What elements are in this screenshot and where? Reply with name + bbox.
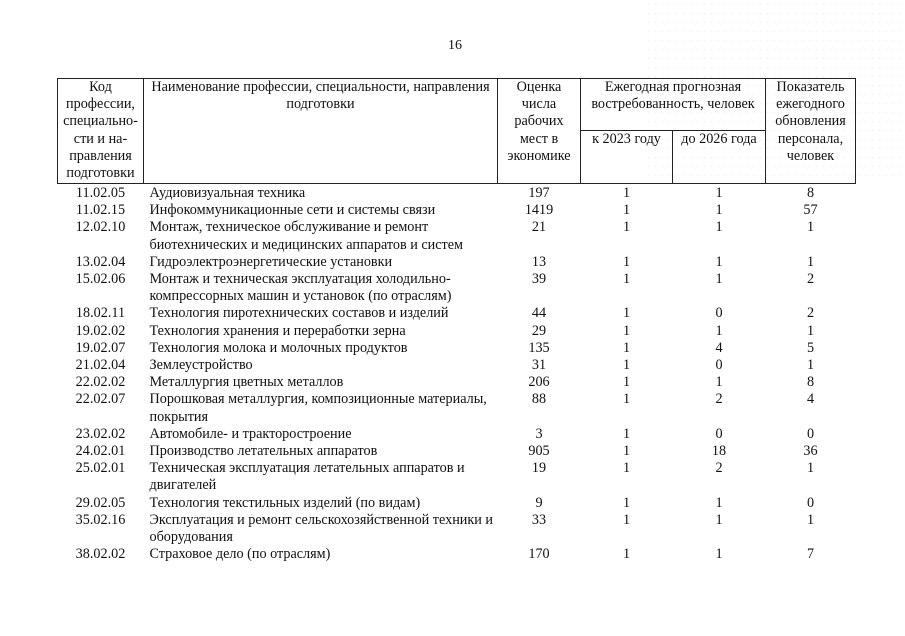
row-indicator: 1	[806, 460, 815, 477]
row-forecast-2023: 1	[622, 271, 631, 288]
row-code: 18.02.11	[75, 305, 126, 322]
row-forecast-2023: 1	[622, 219, 631, 236]
table-row	[58, 426, 856, 443]
row-name: Производство летательных аппаратов	[149, 443, 378, 460]
row-indicator: 5	[806, 339, 815, 356]
row-forecast-2026: 0	[715, 357, 723, 374]
row-indicator: 0	[806, 425, 815, 442]
row-estimate: 3	[535, 425, 543, 442]
row-estimate: 31	[531, 357, 547, 374]
row-indicator: 1	[806, 253, 815, 270]
table-row	[58, 219, 856, 253]
header-indicator: Показатель ежегодного обновления персонала, человек	[766, 79, 856, 184]
row-estimate: 170	[528, 546, 550, 563]
row-forecast-2026: 0	[715, 305, 723, 322]
row-estimate: 905	[528, 443, 550, 460]
table-row	[58, 546, 856, 563]
row-indicator: 8	[806, 374, 815, 391]
row-indicator: 57	[803, 202, 818, 219]
row-name: Гидроэлектроэнергетические установки	[149, 253, 393, 270]
row-indicator: 1	[806, 219, 815, 236]
row-indicator: 8	[806, 185, 815, 201]
row-name: Порошковая металлургия, композиционные материалы, покрытия	[149, 391, 487, 425]
row-estimate: 13	[531, 253, 547, 270]
table-row	[58, 512, 856, 546]
row-estimate: 135	[528, 339, 550, 356]
header-code: Код профессии, специально-сти и на-правления подготовки	[58, 79, 144, 184]
row-forecast-2023: 1	[622, 374, 631, 391]
row-code: 22.02.02	[75, 374, 126, 391]
row-estimate: 9	[535, 494, 543, 511]
page-number: 16	[448, 38, 462, 53]
header-name: Наименование профессии, специальности, направления подготовки	[144, 79, 498, 184]
row-name: Технология пиротехнических составов и изделий	[149, 305, 449, 322]
row-forecast-2026: 2	[715, 391, 723, 408]
row-name: Эксплуатация и ремонт сельскохозяйственной техники и оборудования	[149, 511, 494, 546]
row-code: 25.02.01	[75, 460, 126, 477]
table-row	[58, 460, 856, 494]
row-code: 24.02.01	[75, 443, 126, 460]
row-code: 13.02.04	[75, 253, 126, 270]
header-forecast-2026: до 2026 года	[673, 131, 766, 184]
row-forecast-2026: 1	[715, 322, 723, 339]
row-code: 11.02.05	[75, 185, 126, 201]
row-forecast-2026: 1	[715, 185, 723, 201]
row-code: 11.02.15	[75, 202, 126, 219]
row-estimate: 39	[531, 271, 547, 288]
row-name: Монтаж и техническая эксплуатация холодильно-компрессорных машин и установок (по отраслям)	[149, 271, 452, 305]
row-forecast-2023: 1	[622, 305, 631, 322]
row-code: 23.02.02	[75, 425, 126, 442]
row-code: 19.02.07	[75, 339, 126, 356]
row-code: 29.02.05	[75, 494, 126, 511]
row-name: Монтаж, техническое обслуживание и ремонт биотехнических и медицинских аппаратов и систем	[149, 219, 464, 253]
table-body	[58, 184, 856, 564]
row-name: Технология молока и молочных продуктов	[149, 339, 408, 356]
row-forecast-2023: 1	[622, 357, 631, 374]
row-indicator: 36	[803, 443, 818, 460]
header-estimate: Оценка числа рабочих мест в экономике	[498, 79, 581, 184]
table-row	[58, 323, 856, 340]
row-estimate: 21	[531, 219, 547, 236]
row-indicator: 2	[806, 305, 815, 322]
row-name: Страховое дело (по отраслям)	[149, 546, 331, 563]
row-code: 35.02.16	[75, 511, 126, 528]
row-estimate: 19	[531, 460, 547, 477]
row-estimate: 1419	[524, 202, 554, 219]
row-indicator: 1	[806, 357, 815, 374]
row-forecast-2023: 1	[622, 460, 631, 477]
row-name: Технология хранения и переработки зерна	[149, 322, 406, 339]
row-indicator: 1	[806, 511, 815, 528]
row-name: Автомобиле- и тракторостроение	[149, 425, 352, 442]
row-estimate: 33	[531, 511, 547, 528]
row-indicator: 0	[806, 494, 815, 511]
row-forecast-2023: 1	[622, 322, 631, 339]
row-forecast-2023: 1	[622, 546, 631, 563]
table-row	[58, 495, 856, 512]
row-forecast-2026: 1	[715, 546, 723, 563]
header-forecast-group: Ежегодная прогнозная востребованность, человек	[581, 79, 766, 131]
table-row	[58, 391, 856, 425]
row-forecast-2023: 1	[622, 511, 631, 528]
row-code: 22.02.07	[75, 391, 126, 408]
table-row	[58, 305, 856, 322]
row-forecast-2023: 1	[622, 202, 631, 219]
row-forecast-2026: 1	[715, 374, 723, 391]
row-code: 19.02.02	[75, 322, 126, 339]
row-forecast-2026: 1	[715, 511, 723, 528]
row-forecast-2023: 1	[622, 339, 631, 356]
row-forecast-2026: 1	[715, 253, 723, 270]
row-forecast-2026: 1	[715, 219, 723, 236]
row-forecast-2026: 2	[715, 460, 723, 477]
row-indicator: 1	[806, 322, 815, 339]
row-name: Технология текстильных изделий (по видам)	[149, 494, 421, 511]
row-forecast-2026: 1	[715, 494, 723, 511]
row-name: Техническая эксплуатация летательных аппаратов и двигателей	[149, 460, 465, 494]
row-forecast-2023: 1	[622, 425, 631, 442]
table-row	[58, 184, 856, 203]
table-row	[58, 340, 856, 357]
row-code: 38.02.02	[75, 546, 126, 563]
row-forecast-2023: 1	[622, 185, 631, 201]
row-estimate: 206	[528, 374, 550, 391]
table-row	[58, 271, 856, 305]
workforce-demand-table	[57, 78, 856, 563]
row-estimate: 44	[531, 305, 547, 322]
row-name: Инфокоммуникационные сети и системы связи	[149, 202, 436, 219]
row-estimate: 29	[531, 322, 547, 339]
table-row	[58, 357, 856, 374]
row-name: Аудиовизуальная техника	[149, 185, 306, 201]
row-forecast-2023: 1	[622, 391, 631, 408]
row-indicator: 7	[806, 546, 815, 563]
row-estimate: 197	[528, 185, 550, 201]
row-indicator: 4	[806, 391, 815, 408]
row-forecast-2023: 1	[622, 443, 631, 460]
row-forecast-2026: 18	[711, 443, 727, 460]
row-code: 12.02.10	[75, 219, 126, 236]
row-name: Металлургия цветных металлов	[149, 374, 344, 391]
row-indicator: 2	[806, 271, 815, 288]
row-code: 21.02.04	[75, 357, 126, 374]
table-row	[58, 443, 856, 460]
table-row	[58, 254, 856, 271]
row-estimate: 88	[531, 391, 547, 408]
row-forecast-2026: 1	[715, 271, 723, 288]
row-forecast-2026: 0	[715, 425, 723, 442]
row-name: Землеустройство	[149, 357, 253, 374]
row-code: 15.02.06	[75, 271, 126, 288]
header-forecast-2023: к 2023 году	[581, 131, 673, 184]
row-forecast-2026: 4	[715, 339, 723, 356]
row-forecast-2026: 1	[715, 202, 723, 219]
row-forecast-2023: 1	[622, 494, 631, 511]
table-row	[58, 202, 856, 219]
table-row	[58, 374, 856, 391]
row-forecast-2023: 1	[622, 253, 631, 270]
